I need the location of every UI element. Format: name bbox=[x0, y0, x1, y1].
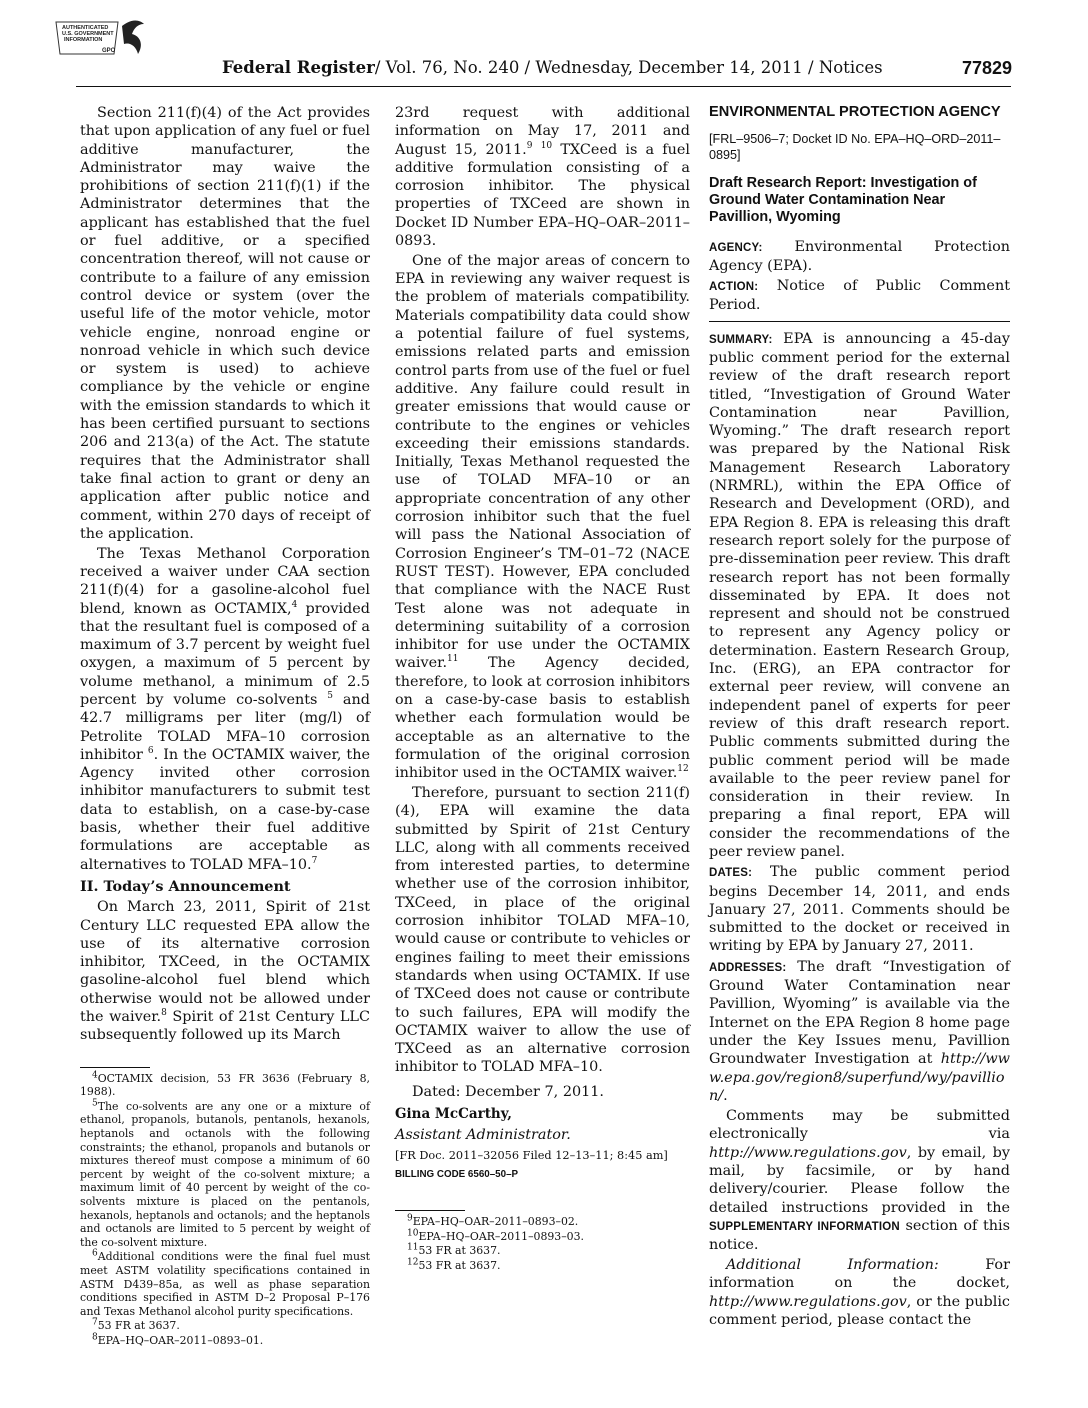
column-2 bbox=[395, 104, 690, 1273]
footnote-ref: 12 bbox=[677, 764, 689, 775]
signer-name: Gina McCarthy, bbox=[395, 1106, 512, 1123]
logo-line-3: INFORMATION bbox=[64, 37, 103, 43]
paragraph: Comments may be submitted electronically via http://www.regulations.gov, by email, by mail, by facsimile, or by hand delivery/courier. Please follow the detailed instructions provided in the SUPPLEMENTARY INFORMATION section of this notice. bbox=[709, 1108, 1011, 1254]
agency-field: AGENCY: Environmental Protection Agency (EPA). bbox=[709, 239, 1010, 275]
footnote: $^8$EPA–HQ–OAR–2011–0893–01. bbox=[92, 1332, 264, 1347]
additional-info-label: Additional Information: bbox=[726, 1257, 939, 1274]
footnote: $^{11}$53 FR at 3637. bbox=[407, 1242, 501, 1258]
document-title: Draft Research Report: Investigation of Ground Water Contamination Near Pavillion, Wyoming bbox=[709, 175, 977, 225]
supplementary-label: SUPPLEMENTARY INFORMATION bbox=[709, 1220, 900, 1233]
footnote: $^5$The co-solvents are any one or a mixture of ethanol, propanols, butanols, pentanols, hexanols, heptanols and octanols with the following constraints; the ethanol, propanols and butanols or mixtures thereof must compose a minimum of 60 percent by weight of the co-solvent mixture; a maximum limit of 40 percent by weight of the co-solvents mixture is placed on the pentanols, hexanols, heptanols and octanols; and the heptanols and octanols are limited to 5 percent by weight of the co-solvent mixture. bbox=[80, 1098, 370, 1249]
dates-field: DATES: The public comment period begins December 14, 2011, and ends January 27, 2011. Comments should be submitted to the docket or received in writing by EPA by January 27, 2011. bbox=[709, 864, 1010, 955]
paragraph: One of the major areas of concern to EPA in reviewing any waiver request is the problem of materials compatibility. Materials compatibility data could show a potential failure of fuel systems, emissions related parts and emission control parts from use of the fuel or fuel additive. Any failure could result in greater emissions that would cause or contribute to the engines or vehicles exceeding their emissions standards. Initially, Texas Methanol requested the use of TOLAD MFA–10 or an appropriate concentration of any other corrosion inhibitor such that the fuel will pass the National Association of Corrosion Engineer’s TM–01–72 (NACE RUST TEST). However, EPA concluded that compliance with the NACE Rust Test alone was not adequate in determining suitability of a corrosion inhibitor for use under the OCTAMIX waiver.$^{11}$ The Agency decided, therefore, to look at corrosion inhibitors on a case-by-case basis to establish whether each formulation would be acceptable as an alternative to the formulation of the original corrosion inhibitor used in the OCTAMIX waiver.$^{12}$ bbox=[395, 252, 690, 782]
logo-line-2: U.S. GOVERNMENT bbox=[62, 31, 114, 37]
column-1 bbox=[80, 104, 370, 1349]
regulations-link[interactable]: http://www.regulations.gov bbox=[709, 1144, 907, 1161]
frl-docket-line: [FRL–9506–7; Docket ID No. EPA–HQ–ORD–2011–0895] bbox=[709, 132, 1001, 162]
footnote-ref: 11 bbox=[447, 654, 459, 665]
column-3 bbox=[709, 104, 1010, 1331]
footnote: $^6$Additional conditions were the final fuel must meet ASTM volatility specifications contained in ASTM D439–85a, as well as phase separation conditions specified in ASTM D–2 Proposal P–176 and Texas Methanol alcohol purity specifications. bbox=[80, 1248, 370, 1318]
addresses-field: ADDRESSES: The draft “Investigation of Ground Water Contamination near Pavillion, Wyoming” is available via the Internet on the EPA Region 8 home page under the Key Issues menu, Pavillion Groundwater Investigation at http://www.epa.gov/region8/superfund/wy/pavillion/. bbox=[709, 958, 1010, 1104]
paragraph: 23rd request with additional information on May 17, 2011 and August 15, 2011.$^9$ $^{10}$ TXCeed is a fuel additive formulation consisting of a corrosion inhibitor. The physical properties of TXCeed are shown in Docket ID Number EPA–HQ–OAR–2011–0893. bbox=[395, 105, 690, 250]
footnote: $^9$EPA–HQ–OAR–2011–0893–02. bbox=[407, 1213, 579, 1228]
agency-label: AGENCY: bbox=[709, 242, 763, 254]
agency-heading: ENVIRONMENTAL PROTECTION AGENCY bbox=[709, 104, 1001, 120]
action-label: ACTION: bbox=[709, 281, 759, 294]
page-number: 77829 bbox=[961, 58, 1012, 78]
regulations-link[interactable]: http://www.regulations.gov bbox=[709, 1293, 907, 1310]
signer-title: Assistant Administrator. bbox=[395, 1127, 571, 1144]
section-rule bbox=[709, 321, 1010, 322]
footnote-ref: 5 bbox=[327, 691, 334, 702]
footnote-ref: 7 bbox=[311, 855, 318, 866]
running-head bbox=[222, 58, 1012, 77]
section-heading: II. Today’s Announcement bbox=[80, 877, 291, 895]
logo-line-4: GPO bbox=[102, 48, 116, 54]
summary-field: SUMMARY: EPA is announcing a 45-day public comment period for the external review of the draft research report titled, “Investigation of Ground Water Contamination near Pavillion, Wyoming.” The draft research report was prepared by the National Risk Management Research Laboratory (NRMRL), within the EPA Office of Research and Development (ORD), and EPA Region 8. EPA is releasing this draft research report solely for the purpose of pre-dissemination peer review. This draft research report has not been formally disseminated by EPA. It does not represent and should not be construed to represent any Agency policy or determination. Eastern Research Group, Inc. (ERG), an EPA contractor for external peer review, will convene an independent panel of experts for peer review of this draft research report. Public comments submitted during the public comment period will be made available to the peer review panel for consideration in their review. In preparing a final report, EPA will consider the recommendations of the peer review panel. bbox=[709, 330, 1010, 860]
paragraph: On March 23, 2011, Spirit of 21st Century LLC requested EPA allow the use of its alternative corrosion inhibitor, TXCeed, in the OCTAMIX gasoline-alcohol fuel blend which otherwise would not be allowed under the waiver.$^8$ Spirit of 21st Century LLC subsequently followed up its March bbox=[80, 899, 370, 1044]
gpo-eagle-seal-icon bbox=[40, 14, 170, 62]
paragraph: Additional Information: For information on the docket, http://www.regulations.gov, or the public comment period, please contact the bbox=[709, 1257, 1010, 1328]
header-rule bbox=[76, 86, 1011, 87]
fr-doc-line: [FR Doc. 2011–32056 Filed 12–13–11; 8:45 am] bbox=[395, 1148, 668, 1162]
region8-link[interactable]: http://www.epa.gov/region8/superfund/wy/pavillion/ bbox=[709, 1051, 1010, 1104]
dated-line: Dated: December 7, 2011. bbox=[412, 1083, 605, 1100]
footnote-rule bbox=[80, 1067, 150, 1068]
logo-line-1: AUTHENTICATED bbox=[62, 25, 109, 31]
billing-code: BILLING CODE 6560–50–P bbox=[395, 1168, 519, 1180]
footnotes bbox=[395, 1215, 690, 1272]
footnote-ref: 6 bbox=[147, 746, 154, 757]
summary-label: SUMMARY: bbox=[709, 333, 773, 346]
paragraph: The Texas Methanol Corporation received a waiver under CAA section 211(f)(4) for a gasoline-alcohol fuel blend, known as OCTAMIX,$^4$ provided that the resultant fuel is composed of a maximum of 3.7 percent by weight fuel oxygen, a maximum of 5 percent by volume methanol, a minimum of 2.5 percent by volume co-solvents $^5$ and 42.7 milligrams per liter (mg/l) of Petrolite TOLAD MFA–10 corrosion inhibitor $^6$. In the OCTAMIX waiver, the Agency invited other corrosion inhibitor manufacturers to submit test data to establish, on a case-by-case basis, whether their fuel additive formulations are acceptable as alternatives to TOLAD MFA–10.$^7$ bbox=[80, 545, 370, 873]
footnote-ref: 10 bbox=[540, 140, 553, 151]
paragraph: Section 211(f)(4) of the Act provides that upon application of any fuel or fuel additive manufacturer, the Administrator may waive the prohibitions of section 211(f)(1) if the Administrator determines that the applicant has established that the fuel or fuel additive, or a specified concentration thereof, will not cause or contribute to a failure of any emission control device or system (over the useful life of the motor vehicle, motor vehicle engine, nonroad engine or nonroad vehicle in which such device or system is used) to achieve compliance by the vehicle or engine with the emission standards to which it has been certified pursuant to sections 206 and 213(a) of the Act. The statute requires that the Administrator shall take final action to grant or deny an application after public notice and comment, within 270 days of receipt of the application. bbox=[80, 105, 370, 542]
footnote: $^4$OCTAMIX decision, 53 FR 3636 (February 8, 1988). bbox=[80, 1070, 370, 1099]
footnote-ref: 8 bbox=[161, 1008, 167, 1019]
footnotes bbox=[80, 1072, 370, 1348]
issue-details: / Vol. 76, No. 240 / Wednesday, December 14, 2011 / Notices bbox=[374, 58, 883, 77]
footnote: $^{12}$53 FR at 3637. bbox=[407, 1257, 501, 1272]
footnote-rule bbox=[395, 1210, 465, 1211]
footnote: $^7$53 FR at 3637. bbox=[92, 1317, 180, 1333]
footnote: $^{10}$EPA–HQ–OAR–2011–0893–03. bbox=[407, 1227, 584, 1243]
journal-name: Federal Register bbox=[222, 58, 375, 77]
footnote-ref: 9 bbox=[526, 140, 533, 151]
gpo-authenticated-logo bbox=[40, 14, 170, 62]
footnote-ref: 4 bbox=[291, 599, 298, 610]
dates-label: DATES: bbox=[709, 867, 753, 880]
paragraph: Therefore, pursuant to section 211(f)(4), EPA will examine the data submitted by Spirit of 21st Century LLC, along with all comments received from interested parties, to determine whether use of the corrosion inhibitor, TXCeed, in place of the original corrosion inhibitor TOLAD MFA–10, would cause or contribute to vehicles or engines failing to meet their emissions standards when using OCTAMIX. If use of TXCeed does not cause or contribute to such failures, EPA will modify the OCTAMIX waiver to allow the use of TXCeed as an alternative corrosion inhibitor to TOLAD MFA–10. bbox=[395, 784, 690, 1076]
action-field: ACTION: Notice of Public Comment Period. bbox=[709, 278, 1010, 314]
addresses-label: ADDRESSES: bbox=[709, 961, 787, 974]
